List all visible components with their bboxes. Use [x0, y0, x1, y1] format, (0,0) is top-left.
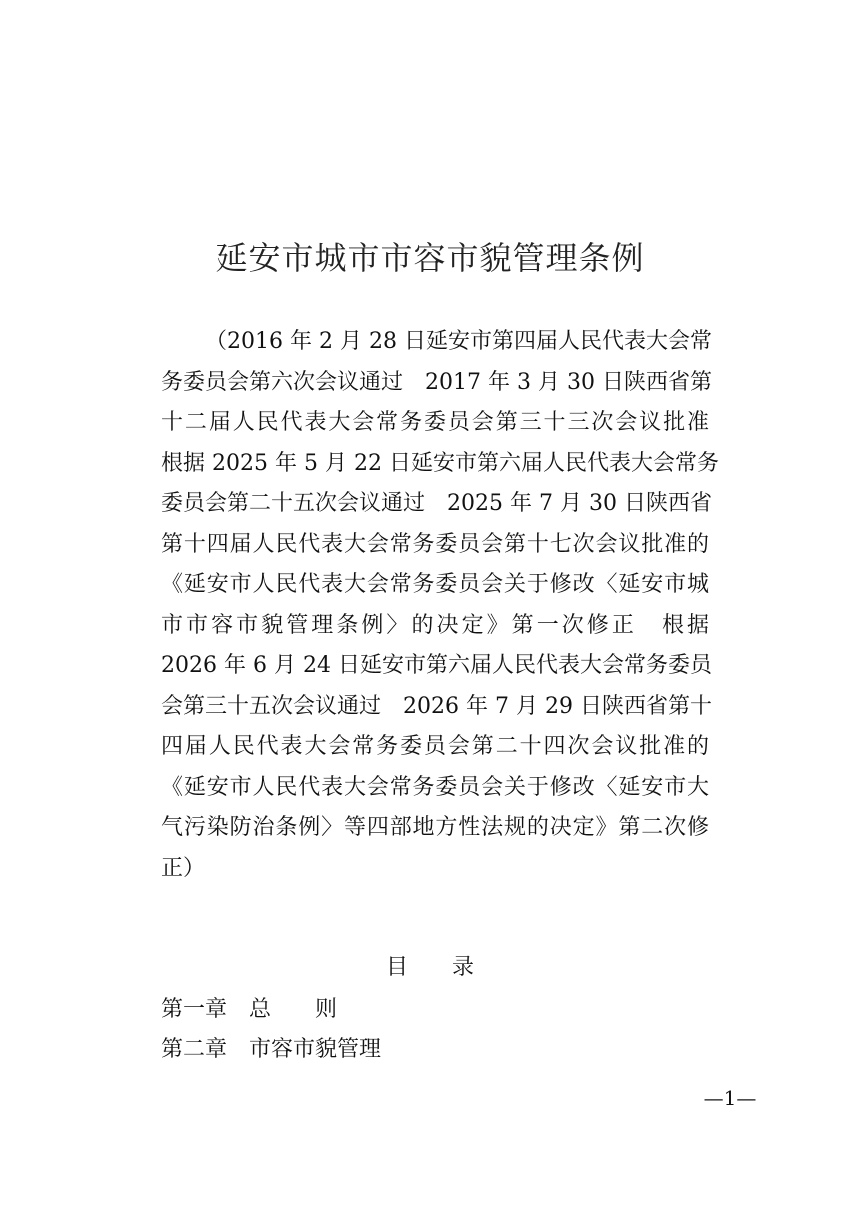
preamble-line: 正） — [161, 855, 206, 881]
toc-chapter-1: 第一章 总 则 — [161, 997, 338, 1022]
table-of-contents — [161, 990, 721, 1070]
preamble-line: 《延安市人民代表大会常务委员会关于修改〈延安市城 — [161, 572, 709, 597]
amendment-preamble — [161, 322, 719, 889]
preamble-line: 十二届人民代表大会常务委员会第三十三次会议批准 — [161, 410, 709, 435]
preamble-line: 市市容市貌管理条例〉的决定》第一次修正 根据 — [161, 612, 709, 638]
preamble-line: 务委员会第六次会议通过 2017 年 3 月 30 日陕西省第 — [161, 369, 712, 395]
document-title: 延安市城市市容市貌管理条例 — [215, 239, 645, 277]
preamble-line: 根据 2025 年 5 月 22 日延安市第六届人民代表大会常务 — [161, 450, 719, 476]
preamble-line: 第十四届人民代表大会常务委员会第十七次会议批准的 — [161, 531, 709, 557]
preamble-line: 会第三十五次会议通过 2026 年 7 月 29 日陕西省第十 — [161, 693, 712, 719]
page-number: —1— — [703, 1086, 757, 1110]
preamble-line: （2016 年 2 月 28 日延安市第四届人民代表大会常 — [205, 329, 712, 354]
table-of-contents-heading — [0, 950, 860, 986]
preamble-line: 《延安市人民代表大会常务委员会关于修改〈延安市大 — [161, 774, 709, 800]
preamble-line: 气污染防治条例〉等四部地方性法规的决定》第二次修 — [161, 815, 709, 840]
preamble-line: 委员会第二十五次会议通过 2025 年 7 月 30 日陕西省 — [161, 491, 712, 516]
preamble-line: 四届人民代表大会常务委员会第二十四次会议批准的 — [161, 734, 709, 759]
toc-chapter-2: 第二章 市容市貌管理 — [161, 1037, 382, 1062]
toc-heading-text: 目 录 — [385, 955, 474, 980]
preamble-line: 2026 年 6 月 24 日延安市第六届人民代表大会常务委员 — [161, 653, 712, 678]
